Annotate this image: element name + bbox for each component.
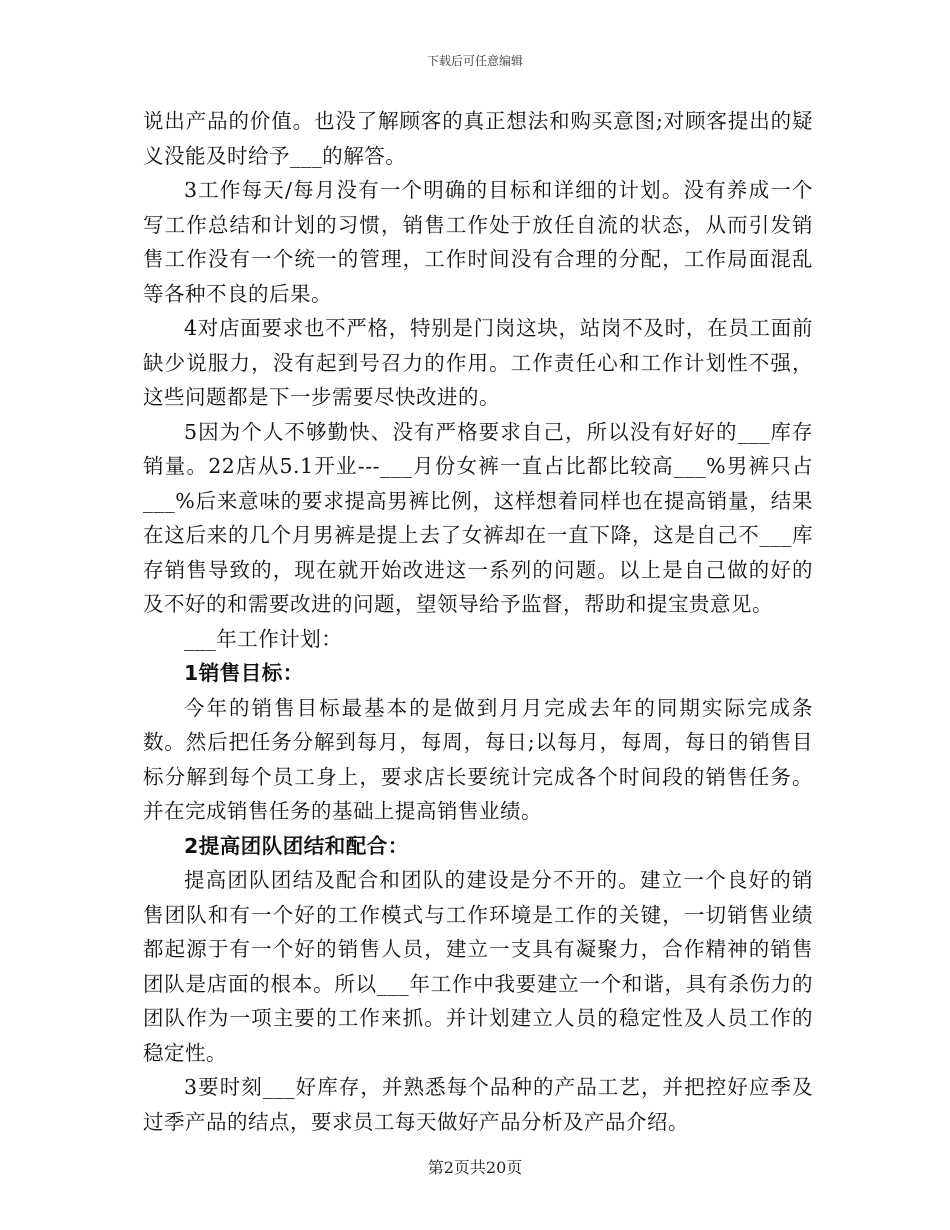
paragraph-item-3: 3工作每天/每月没有一个明确的目标和详细的计划。没有养成一个写工作总结和计划的习惯，销售工作处于放任自流的状态，从而引发销售工作没有一个统一的管理，工作时间没有合理的分配，工作局面混乱等各种不良的后果。 xyxy=(143,178,813,306)
section-title-work-plan: ___年工作计划： xyxy=(184,626,343,651)
paragraph-team-unity: 提高团队团结及配合和团队的建设是分不开的。建立一个良好的销售团队和有一个好的工作模式与工作环境是工作的关键，一切销售业绩都起源于有一个好的销售人员，建立一支具有凝聚力，合作精神的销售团队是店面的根本。所以___年工作中我要建立一个和谐，具有杀伤力的团队作为一项主要的工作来抓。并计划建立人员的稳定性及人员工作的稳定性。 xyxy=(143,868,813,1065)
paragraph-continuation: 说出产品的价值。也没了解顾客的真正想法和购买意图;对顾客提出的疑义没能及时给予___的解答。 xyxy=(143,109,813,168)
paragraph-item-4: 4对店面要求也不严格，特别是门岗这块，站岗不及时，在员工面前缺少说服力，没有起到号召力的作用。工作责任心和工作计划性不强，这些问题都是下一步需要尽快改进的。 xyxy=(143,316,813,409)
page-header: 下载后可任意编辑 xyxy=(426,54,523,68)
paragraph-sales-target: 今年的销售目标最基本的是做到月月完成去年的同期实际完成条数。然后把任务分解到每月，每周，每日;以每月，每周，每日的销售目标分解到每个员工身上，要求店长要统计完成各个时间段的销售任务。并在完成销售任务的基础上提高销售业绩。 xyxy=(143,695,813,823)
paragraph-item-5: 5因为个人不够勤快、没有严格要求自己，所以没有好好的___库存销量。22店从5.1开业---___月份女裤一直占比都比较高___%男裤只占___%后来意味的要求提高男裤比例，这样想着同样也在提高销量，结果在这后来的几个月男裤是提上去了女裤却在一直下降，这是自己不___库存销售导致的，现在就开始改进这一系列的问题。以上是自己做的好的及不好的和需要改进的问题，望领导给予监督，帮助和提宝贵意见。 xyxy=(143,419,813,616)
heading-sales-target: 1销售目标： xyxy=(184,661,304,685)
document-body xyxy=(143,104,813,1139)
heading-team-unity: 2提高团队团结和配合： xyxy=(184,833,409,858)
page-footer: 第2页共20页 xyxy=(427,1158,523,1177)
paragraph-inventory: 3要时刻___好库存，并熟悉每个品种的产品工艺，并把控好应季及过季产品的结点，要求员工每天做好产品分析及产品介绍。 xyxy=(143,1075,813,1134)
